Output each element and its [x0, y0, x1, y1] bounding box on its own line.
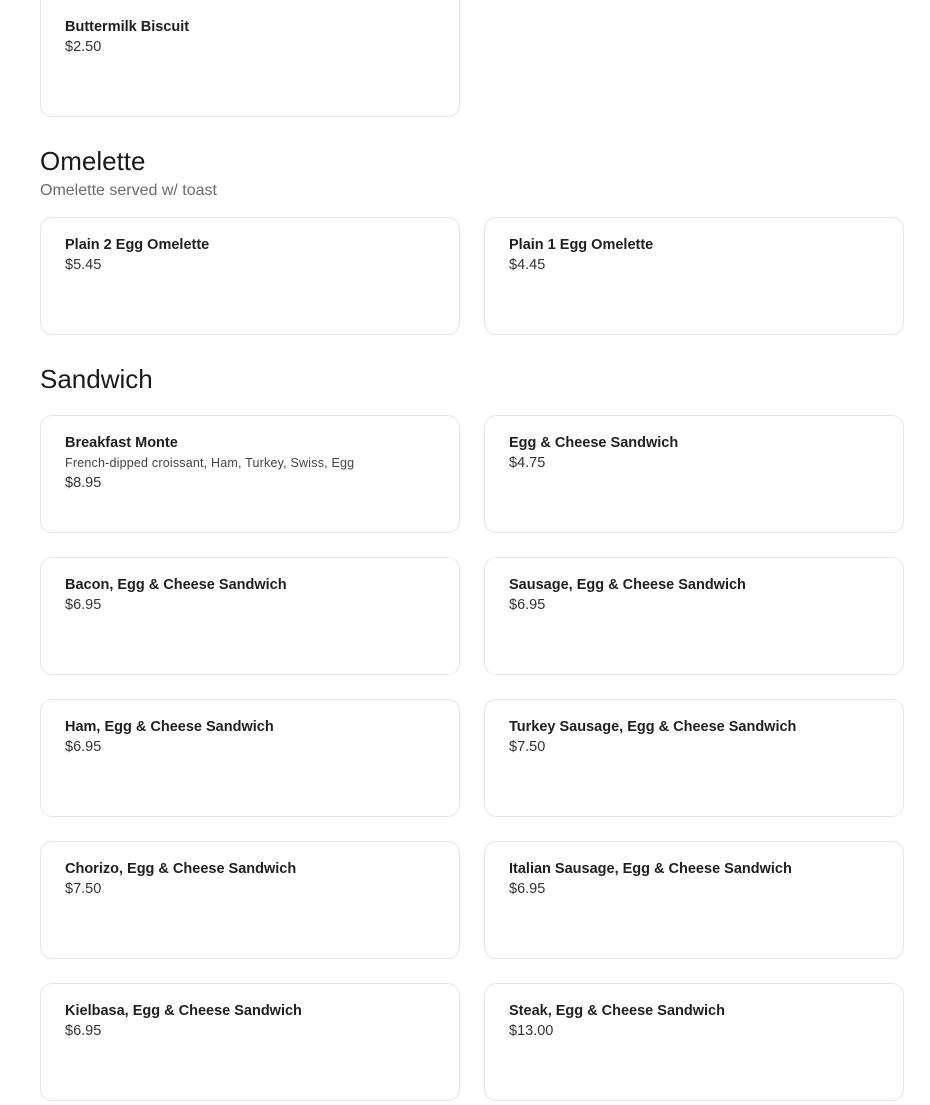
- item-name: Sausage, Egg & Cheese Sandwich: [509, 577, 746, 593]
- menu-item-card[interactable]: [40, 0, 460, 117]
- item-name: Italian Sausage, Egg & Cheese Sandwich: [509, 861, 792, 877]
- menu-item-card[interactable]: [484, 983, 904, 1101]
- section-title-sandwich: Sandwich: [40, 364, 153, 394]
- menu-item-card[interactable]: [40, 699, 460, 817]
- item-price: $7.50: [509, 739, 546, 755]
- item-price: $6.95: [509, 881, 546, 897]
- item-price: $6.95: [509, 597, 546, 613]
- item-name: Ham, Egg & Cheese Sandwich: [65, 719, 274, 735]
- item-price: $7.50: [65, 881, 102, 897]
- item-price: $4.45: [509, 257, 546, 273]
- menu-item-card[interactable]: [40, 983, 460, 1101]
- menu-item-card[interactable]: [40, 415, 460, 533]
- item-name: Chorizo, Egg & Cheese Sandwich: [65, 861, 297, 877]
- item-price: $6.95: [65, 1023, 102, 1039]
- item-price: $4.75: [509, 455, 546, 471]
- menu-item-card[interactable]: [484, 415, 904, 533]
- menu-item-card[interactable]: [484, 699, 904, 817]
- menu-item-card[interactable]: [40, 217, 460, 335]
- item-price: $8.95: [65, 475, 102, 491]
- item-price: $2.50: [65, 39, 102, 55]
- item-name: Plain 1 Egg Omelette: [509, 237, 654, 253]
- item-price: $13.00: [509, 1023, 554, 1039]
- item-price: $6.95: [65, 597, 102, 613]
- menu-item-card[interactable]: [40, 557, 460, 675]
- menu-item-card[interactable]: [484, 217, 904, 335]
- item-name: Buttermilk Biscuit: [65, 19, 190, 35]
- item-name: Egg & Cheese Sandwich: [509, 435, 679, 451]
- section-subtitle-omelette: Omelette served w/ toast: [40, 182, 217, 199]
- item-description: French-dipped croissant, Ham, Turkey, Swiss, Egg: [65, 456, 355, 470]
- item-price: $5.45: [65, 257, 102, 273]
- item-price: $6.95: [65, 739, 102, 755]
- item-name: Plain 2 Egg Omelette: [65, 237, 210, 253]
- item-name: Kielbasa, Egg & Cheese Sandwich: [65, 1003, 302, 1019]
- item-name: Bacon, Egg & Cheese Sandwich: [65, 577, 287, 593]
- menu-item-card[interactable]: [484, 557, 904, 675]
- item-name: Breakfast Monte: [65, 435, 178, 451]
- item-name: Turkey Sausage, Egg & Cheese Sandwich: [509, 719, 797, 735]
- section-title-omelette: Omelette: [40, 146, 146, 176]
- menu-item-card[interactable]: [484, 841, 904, 959]
- item-name: Steak, Egg & Cheese Sandwich: [509, 1003, 725, 1019]
- menu-item-card[interactable]: [40, 841, 460, 959]
